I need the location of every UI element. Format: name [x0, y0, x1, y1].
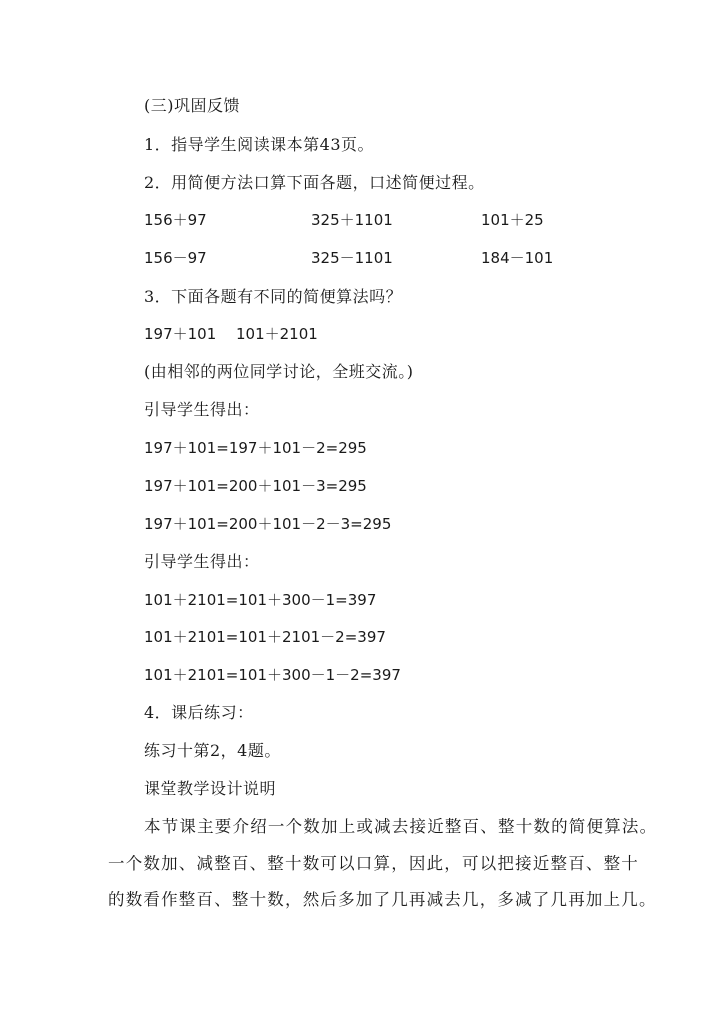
item-4: 4．课后练习： — [144, 703, 254, 722]
problem: 197＋101 — [144, 325, 217, 343]
exercise-cell: 101＋25 — [481, 211, 544, 229]
paragraph-line: 的数看作整百、整十数，然后多加了几再减去几，多减了几再加上几。 — [108, 890, 657, 909]
solution-line: 197＋101=200＋101－3=295 — [144, 477, 367, 495]
guide-label: 引导学生得出： — [144, 552, 260, 571]
item-2: 2．用简便方法口算下面各题，口述简便过程。 — [144, 173, 485, 192]
problem: 101＋2101 — [236, 325, 318, 343]
solution-line: 101＋2101=101＋300－1=397 — [144, 591, 377, 609]
item-3: 3．下面各题有不同的简便算法吗？ — [144, 287, 403, 306]
solution-line: 101＋2101=101＋300－1－2=397 — [144, 666, 401, 684]
section-heading: (三)巩固反馈 — [144, 96, 240, 115]
paragraph-line: 本节课主要介绍一个数加上或减去接近整百、整十数的简便算法。 — [144, 817, 658, 836]
paragraph-line: 一个数加、减整百、整十数可以口算，因此，可以把接近整百、整十 — [108, 854, 639, 873]
solution-line: 197＋101=200＋101－2－3=295 — [144, 515, 392, 533]
exercise-cell: 156－97 — [144, 249, 207, 267]
item-4-detail: 练习十第2，4题。 — [144, 741, 281, 760]
item-1: 1．指导学生阅读课本第43页。 — [144, 135, 375, 154]
exercise-cell: 156＋97 — [144, 211, 207, 229]
exercise-cell: 184－101 — [481, 249, 554, 267]
design-title: 课堂教学设计说明 — [144, 779, 277, 798]
exercise-cell: 325＋1101 — [311, 211, 393, 229]
discussion-note: (由相邻的两位同学讨论，全班交流。) — [144, 362, 414, 381]
exercise-cell: 325－1101 — [311, 249, 393, 267]
solution-line: 197＋101=197＋101－2=295 — [144, 439, 367, 457]
guide-label: 引导学生得出： — [144, 400, 260, 419]
solution-line: 101＋2101=101＋2101－2=397 — [144, 628, 386, 646]
